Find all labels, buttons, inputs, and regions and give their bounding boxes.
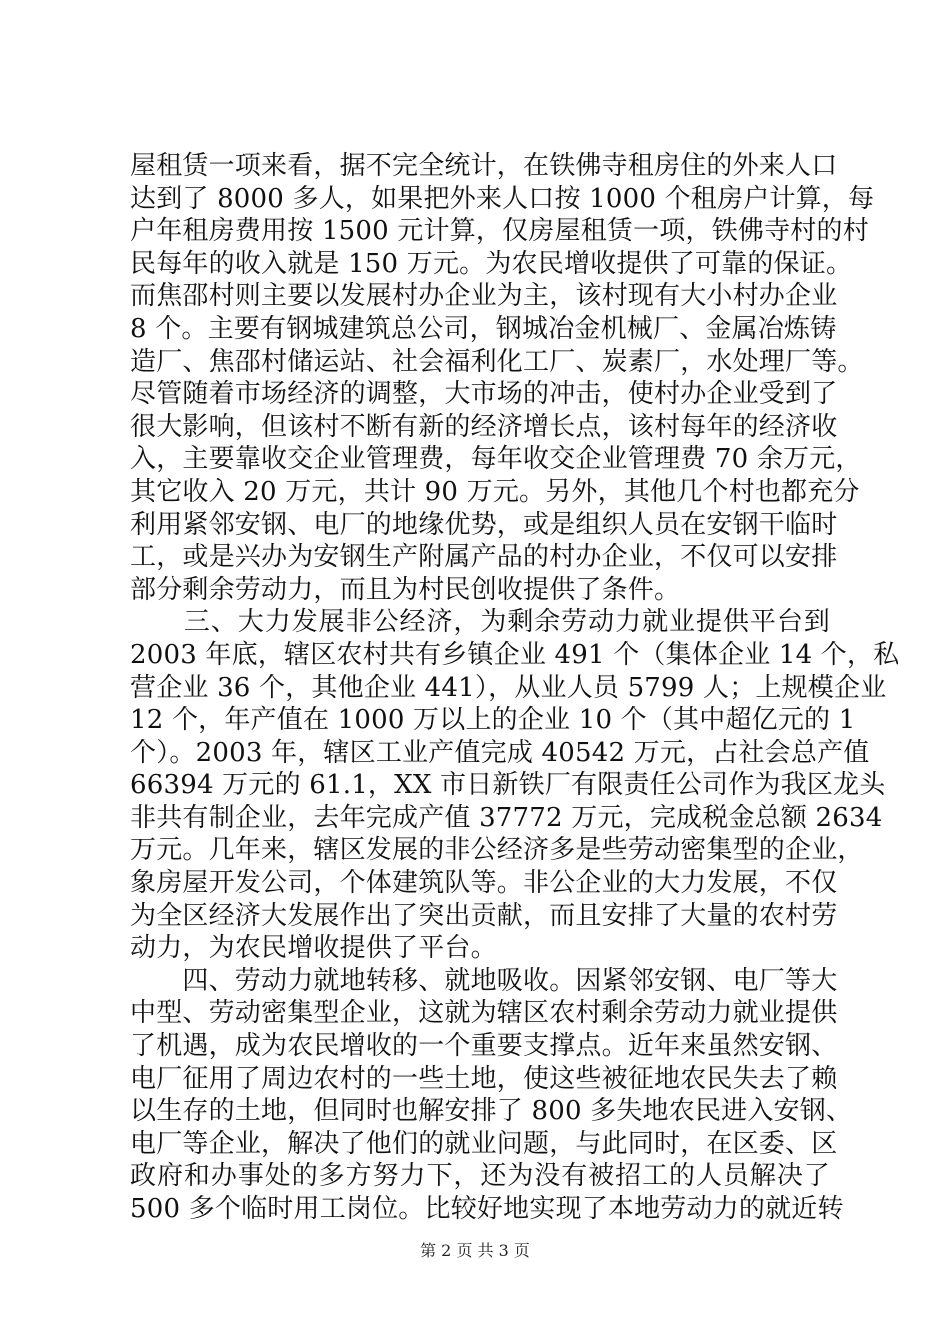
text-line: 动力，为农民增收提供了平台。 [130,933,497,964]
text-line: 以生存的土地，但同时也解安排了 800 多失地农民进入安钢、 [130,1096,853,1127]
text-line: 利用紧邻安钢、电厂的地缘优势，或是组织人员在安钢干临时 [130,509,838,540]
text-line: 屋租赁一项来看，据不完全统计，在铁佛寺租房住的外来人口 [130,151,838,181]
text-line: 入，主要靠收交企业管理费，每年收交企业管理费 70 余万元， [130,444,862,475]
text-line: 造厂、焦邵村储运站、社会福利化工厂、炭素厂，水处理厂等。 [130,346,864,377]
text-line: 其它收入 20 万元，共计 90 万元。另外，其他几个村也都充分 [130,476,860,507]
text-line: 尽管随着市场经济的调整，大市场的冲击，使村办企业受到了 [130,379,838,410]
text-line: 个）。2003 年，辖区工业产值完成 40542 万元，占社会总产值 [130,737,870,768]
text-line: 了机遇，成为农民增收的一个重要支撑点。近年来虽然安钢、 [130,1031,838,1062]
text-line: 非共有制企业，去年完成产值 37772 万元，完成税金总额 2634 [130,802,883,833]
text-line: 很大影响，但该村不断有新的经济增长点，该村每年的经济收 [130,411,838,442]
text-line: 户年租房费用按 1500 元计算，仅房屋租赁一项，铁佛寺村的村 [130,216,869,247]
text-line: 达到了 8000 多人，如果把外来人口按 1000 个租房户计算，每 [130,183,875,214]
text-line: 政府和办事处的多方努力下，还为没有被招工的人员解决了 [130,1161,830,1192]
text-line: 象房屋开发公司，个体建筑队等。非公企业的大力发展，不仅 [130,868,838,899]
text-line: 66394 万元的 61.1，XX 市日新铁厂有限责任公司作为我区龙头 [130,770,886,801]
text-line: 12 个，年产值在 1000 万以上的企业 10 个（其中超亿元的 1 [130,705,856,736]
document-body [130,150,900,1226]
section-heading-line: 四、劳动力就地转移、就地吸收。因紧邻安钢、电厂等大 [130,965,838,996]
text-line: 中型、劳动密集型企业，这就为辖区农村剩余劳动力就业提供 [130,998,838,1029]
text-line: 2003 年底，辖区农村共有乡镇企业 491 个（集体企业 14 个，私 [130,639,900,670]
text-line: 部分剩余劳动力，而且为村民创收提供了条件。 [130,574,681,605]
text-line: 而焦邵村则主要以发展村办企业为主，该村现有大小村办企业 [130,281,838,312]
text-line: 营企业 36 个，其他企业 441），从业人员 5799 人；上规模企业 [130,672,887,703]
text-line: 电厂等企业，解决了他们的就业问题，与此同时，在区委、区 [130,1128,838,1159]
text-line: 万元。几年来，辖区发展的非公经济多是些劳动密集型的企业， [130,835,864,866]
section-heading-line: 三、大力发展非公经济，为剩余劳动力就业提供平台到 [130,607,830,638]
text-line: 8 个。主要有钢城建筑总公司，钢城冶金机械厂、金属冶炼铸 [130,313,837,344]
text-line: 电厂征用了周边农村的一些土地，使这些被征地农民失去了赖 [130,1063,838,1094]
text-line: 为全区经济大发展作出了突出贡献，而且安排了大量的农村劳 [130,900,838,931]
text-line: 工，或是兴办为安钢生产附属产品的村办企业，不仅可以安排 [130,542,838,573]
text-line: 民每年的收入就是 150 万元。为农民增收提供了可靠的保证。 [130,248,853,279]
page-number: 第 2 页 共 3 页 [420,1241,530,1260]
text-line: 500 多个临时用工岗位。比较好地实现了本地劳动力的就近转 [130,1194,844,1224]
